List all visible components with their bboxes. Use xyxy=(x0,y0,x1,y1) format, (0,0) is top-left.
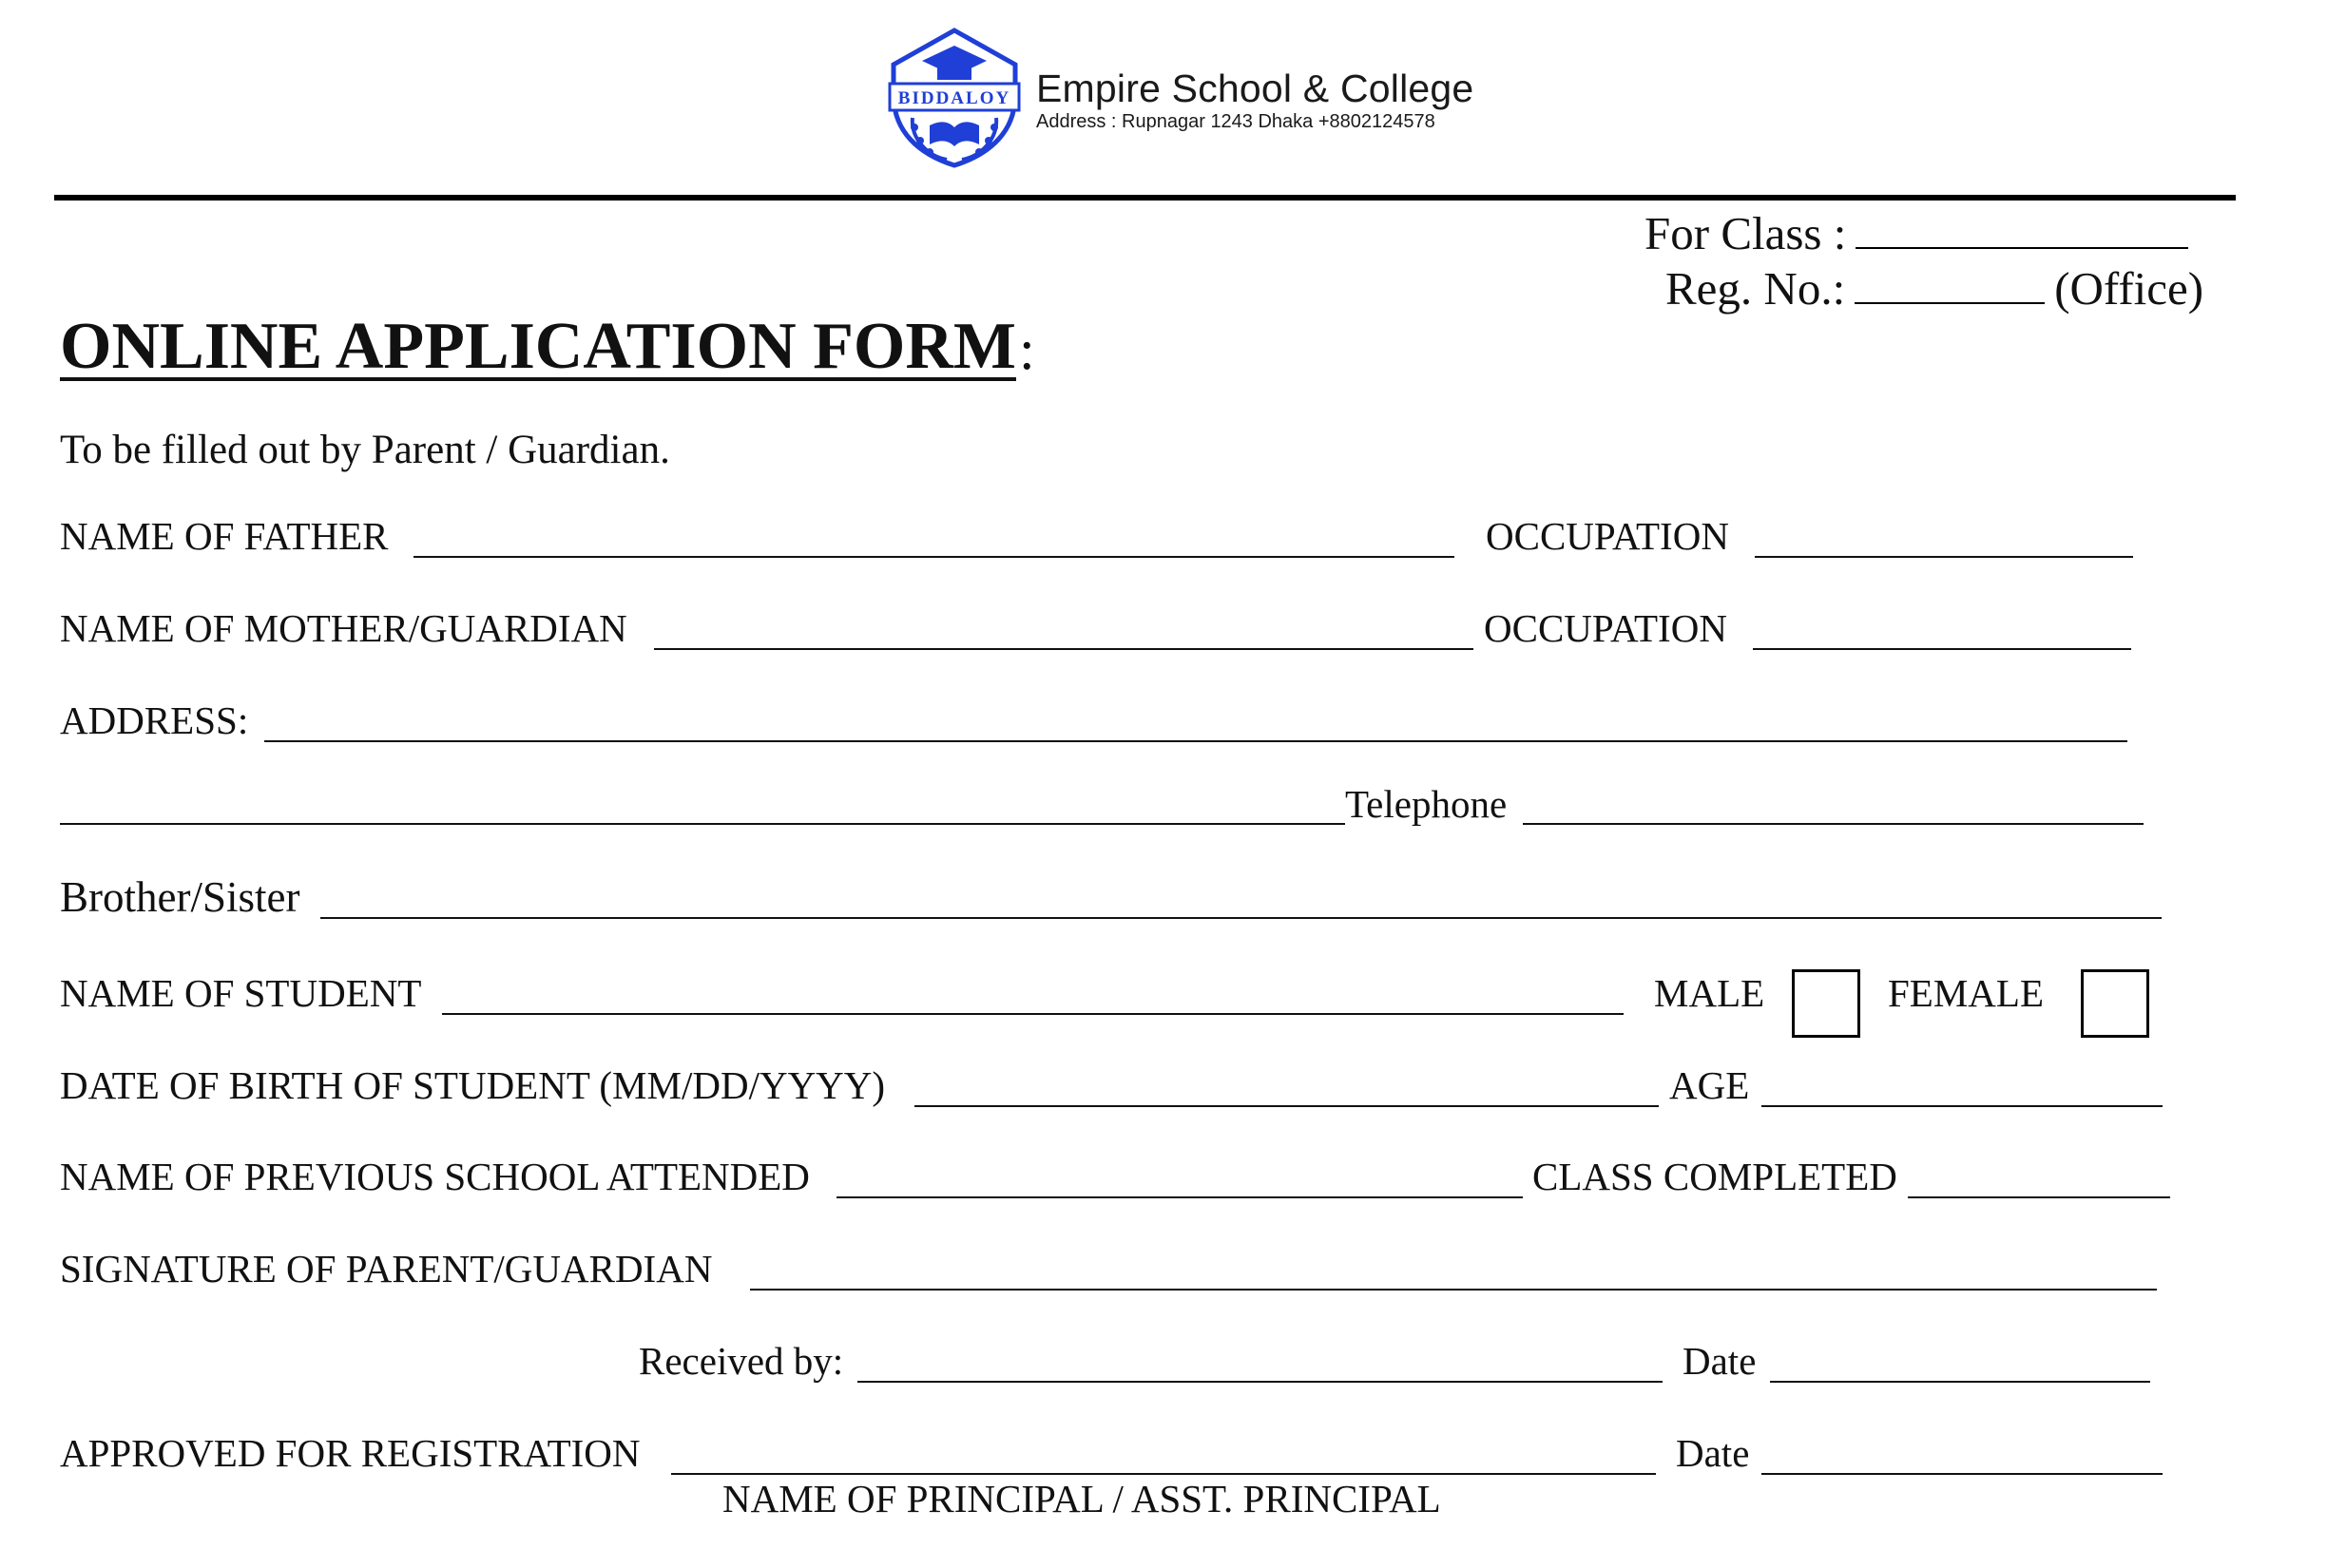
school-logo xyxy=(888,27,1021,169)
principal-name-field[interactable] xyxy=(671,1473,1656,1475)
reg-no-field[interactable] xyxy=(1855,264,2045,304)
mother-occupation-label: OCCUPATION xyxy=(1484,606,1727,650)
for-class-row xyxy=(1644,209,2198,257)
mother-label: NAME OF MOTHER/GUARDIAN xyxy=(60,606,627,650)
principal-caption: NAME OF PRINCIPAL / ASST. PRINCIPAL xyxy=(722,1477,1441,1520)
office-note: (Office) xyxy=(2054,262,2204,315)
class-completed-field[interactable] xyxy=(1908,1196,2170,1198)
dob-field[interactable] xyxy=(914,1105,1659,1107)
received-by-label: Received by: xyxy=(639,1339,844,1383)
address-label: ADDRESS: xyxy=(60,698,249,742)
sibling-label: Brother/Sister xyxy=(60,873,300,921)
telephone-label: Telephone xyxy=(1345,782,1508,826)
male-label: MALE xyxy=(1654,971,1765,1015)
telephone-field[interactable] xyxy=(1523,823,2144,825)
student-label: NAME OF STUDENT xyxy=(60,971,422,1015)
age-label: AGE xyxy=(1669,1063,1750,1107)
father-name-field[interactable] xyxy=(413,556,1454,558)
approved-date-label: Date xyxy=(1676,1431,1750,1475)
sibling-field[interactable] xyxy=(320,917,2162,919)
received-date-field[interactable] xyxy=(1770,1381,2150,1383)
for-class-label: For Class : xyxy=(1644,207,1847,259)
school-name: Empire School & College xyxy=(1036,67,1474,110)
previous-school-label: NAME OF PREVIOUS SCHOOL ATTENDED xyxy=(60,1155,810,1198)
female-label: FEMALE xyxy=(1888,971,2044,1015)
father-label: NAME OF FATHER xyxy=(60,514,389,558)
approved-label: APPROVED FOR REGISTRATION xyxy=(60,1431,641,1475)
dob-label: DATE OF BIRTH OF STUDENT (MM/DD/YYYY) xyxy=(60,1063,886,1107)
male-checkbox[interactable] xyxy=(1792,969,1860,1038)
class-completed-label: CLASS COMPLETED xyxy=(1532,1155,1897,1198)
reg-no-label: Reg. No.: xyxy=(1665,262,1846,315)
father-occupation-field[interactable] xyxy=(1755,556,2133,558)
title-colon: : xyxy=(1019,318,1035,381)
address-field-line2[interactable] xyxy=(60,823,1345,825)
address-field-line1[interactable] xyxy=(264,740,2127,742)
logo-text: BIDDALOY xyxy=(897,88,1011,108)
female-checkbox[interactable] xyxy=(2081,969,2149,1038)
logo-book-icon xyxy=(930,122,979,146)
approved-date-field[interactable] xyxy=(1761,1473,2163,1475)
header-rule xyxy=(54,195,2236,201)
father-occupation-label: OCCUPATION xyxy=(1486,514,1729,558)
school-address: Address : Rupnagar 1243 Dhaka +8802124578 xyxy=(1036,111,1435,132)
previous-school-field[interactable] xyxy=(837,1196,1523,1198)
form-title: ONLINE APPLICATION FORM xyxy=(60,310,1016,383)
signature-field[interactable] xyxy=(750,1289,2157,1291)
reg-no-row xyxy=(1665,262,2204,315)
signature-label: SIGNATURE OF PARENT/GUARDIAN xyxy=(60,1247,713,1291)
form-intro: To be filled out by Parent / Guardian. xyxy=(60,428,670,472)
mother-occupation-field[interactable] xyxy=(1753,648,2131,650)
received-by-field[interactable] xyxy=(857,1381,1663,1383)
mother-name-field[interactable] xyxy=(654,648,1473,650)
received-date-label: Date xyxy=(1683,1339,1757,1383)
for-class-field[interactable] xyxy=(1856,209,2188,249)
student-name-field[interactable] xyxy=(442,1013,1624,1015)
age-field[interactable] xyxy=(1761,1105,2163,1107)
